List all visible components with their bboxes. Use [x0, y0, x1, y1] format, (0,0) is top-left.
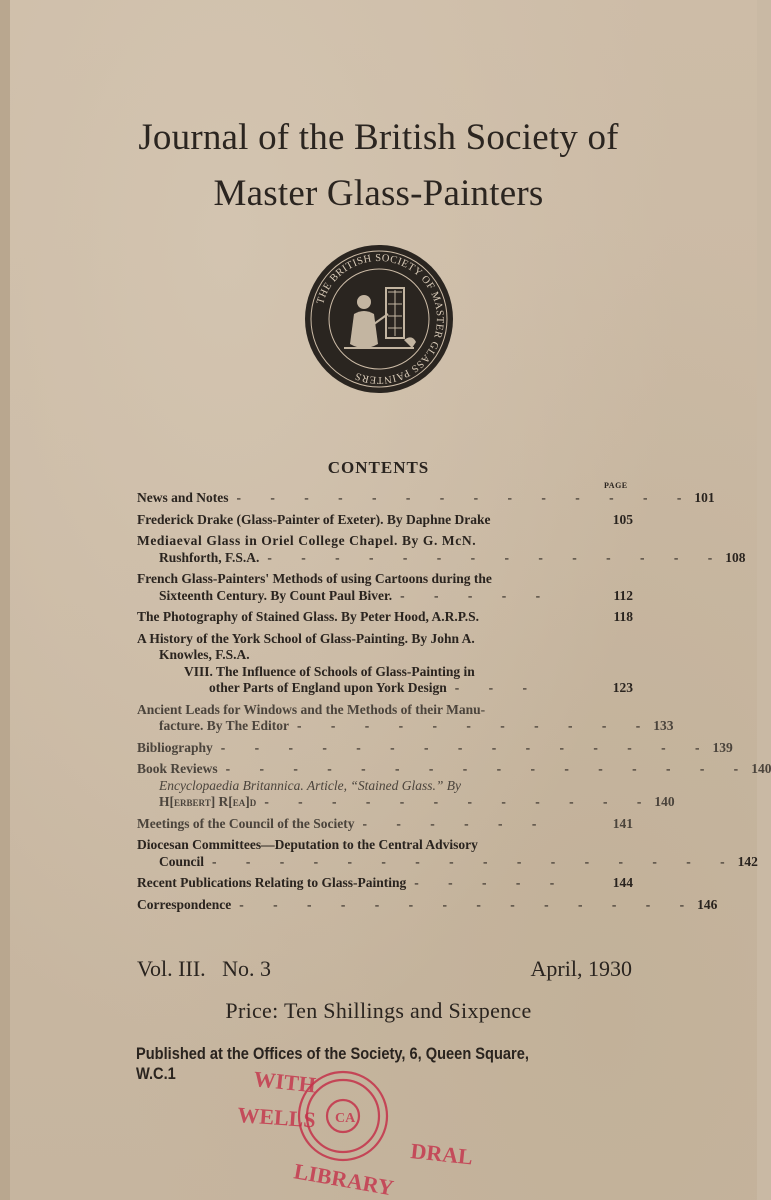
price-line: Price: Ten Shillings and Sixpence — [225, 998, 532, 1023]
toc-entry-title: News and Notes — [137, 490, 229, 505]
toc-subentry-title-cont: H[erbert] R[ea]d — [159, 794, 257, 809]
toc-entry-page: 140 — [654, 794, 675, 809]
toc-entry-page: 142 — [737, 853, 758, 869]
toc-entry-title: Recent Publications Relating to Glass-Painting — [137, 875, 407, 890]
toc-entry-page: 144 — [612, 875, 633, 890]
toc-item: Mediaeval Glass in Oriel College Chapel. By G. McN. Rushforth, F.S.A. - - - - - - - - - - - - - - 108 — [137, 533, 746, 565]
toc-entry-title: The Photography of Stained Glass. By Peter Hood, A.R.P.S. — [137, 609, 480, 624]
toc-entry-page: 112 — [613, 587, 633, 603]
toc-item: A History of the York School of Glass-Painting. By John A. Knowles, F.S.A. VIII. The Influence of Schools of Glass-Painting in other Parts of England upon York Design - - - 123 — [137, 630, 633, 695]
library-stamp-icon — [215, 1058, 495, 1198]
issue-volume: Vol. III. — [137, 956, 206, 981]
toc-item: French Glass-Painters' Methods of using Cartoons during the Sixteenth Century. By Count Paul Biver. - - - - - 112 — [137, 571, 633, 603]
issue-number: No. 3 — [222, 956, 272, 981]
toc-subentry-title: VIII. The Influence of Schools of Glass-Painting in — [184, 663, 475, 679]
toc-entry-page: 108 — [725, 549, 746, 565]
toc-item: Ancient Leads for Windows and the Methods of their Manu- facture. By The Editor - - - - - - - - - - - 133 — [137, 701, 674, 733]
toc-entry-title-cont: Rushforth, F.S.A. — [159, 549, 260, 565]
toc-entry-page: 118 — [613, 609, 633, 624]
publisher-line: Published at the Offices of the Society, 6, Queen Square, W.C.1 — [136, 1044, 529, 1083]
page-column-label: PAGE — [604, 481, 628, 490]
issue-vol-no — [137, 956, 271, 982]
toc-item: Bibliography - - - - - - - - - - - - - - - 139 — [137, 739, 733, 755]
toc-entry-title: Diocesan Committees—Deputation to the Central Advisory — [137, 837, 478, 852]
toc-entry-title: Meetings of the Council of the Society — [137, 815, 355, 831]
toc-entry-title: A History of the York School of Glass-Painting. By John A. — [137, 630, 475, 646]
svg-text:LIBRARY: LIBRARY — [292, 1158, 396, 1200]
toc-item — [137, 512, 633, 529]
toc-entry-title: Correspondence — [137, 896, 232, 912]
toc-entry-page: 146 — [697, 896, 718, 912]
toc-entry-page: 123 — [612, 680, 633, 695]
svg-text:CA: CA — [335, 1111, 356, 1126]
issue-info — [137, 956, 632, 982]
toc-entry-page: 105 — [612, 511, 633, 527]
toc-entry-title: French Glass-Painters' Methods of using Cartoons during the — [137, 571, 492, 586]
seal-text: THE BRITISH SOCIETY OF MASTER GLASS PAINTERS — [315, 252, 446, 386]
issue-date: April, 1930 — [530, 956, 632, 981]
society-seal-icon — [304, 244, 454, 394]
toc-item: Meetings of the Council of the Society - - - - - - 141 — [137, 815, 633, 831]
table-of-contents — [137, 490, 771, 918]
toc-item: News and Notes - - - - - - - - - - - - - - 101 — [137, 490, 715, 505]
toc-item: Book Reviews - - - - - - - - - - - - - - - - 140 Encyclopaedia Britannica. Article, “Stained Glass.” By H[erbert] R[ea]d - - - - - - - - - - - - 140 — [137, 761, 771, 809]
contents-heading: CONTENTS — [327, 458, 430, 477]
toc-entry-page: 101 — [694, 490, 715, 505]
journal-title-line-2: Master Glass-Painters — [213, 173, 544, 214]
toc-item: Correspondence - - - - - - - - - - - - - - 146 — [137, 896, 718, 912]
toc-item: Diocesan Committees—Deputation to the Central Advisory Council - - - - - - - - - - - - - - - - 142 — [137, 837, 758, 869]
toc-entry-title-cont: Knowles, F.S.A. — [159, 647, 250, 662]
svg-text:WITH: WITH — [252, 1066, 318, 1098]
toc-entry-title-cont: Sixteenth Century. By Count Paul Biver. — [159, 587, 393, 603]
toc-entry-title: Ancient Leads for Windows and the Methods of their Manu- — [137, 701, 486, 717]
svg-text:WELLS: WELLS — [236, 1102, 317, 1133]
journal-title-line-1: Journal of the British Society of — [138, 117, 619, 158]
toc-item — [137, 609, 633, 626]
toc-entry-title-cont: Council — [159, 853, 205, 869]
toc-subentry-title-cont: other Parts of England upon York Design — [209, 680, 447, 695]
toc-entry-title-cont: facture. By The Editor — [159, 718, 289, 733]
toc-entry-title: Book Reviews — [137, 761, 218, 776]
toc-entry-title: Frederick Drake (Glass-Painter of Exeter). By Daphne Drake — [137, 511, 491, 527]
svg-text:DRAL: DRAL — [409, 1138, 475, 1170]
toc-item: Recent Publications Relating to Glass-Painting - - - - - 144 — [137, 875, 633, 890]
toc-entry-page: 140 — [751, 761, 771, 776]
toc-entry-title: Bibliography — [137, 739, 213, 755]
toc-subentry-title: Encyclopaedia Britannica. Article, “Stained Glass.” By — [159, 777, 461, 793]
toc-entry-title: Mediaeval Glass in Oriel College Chapel. By G. McN. — [137, 533, 477, 548]
toc-entry-page: 139 — [712, 739, 733, 755]
toc-entry-page: 133 — [653, 718, 674, 733]
toc-entry-page: 141 — [612, 815, 633, 831]
